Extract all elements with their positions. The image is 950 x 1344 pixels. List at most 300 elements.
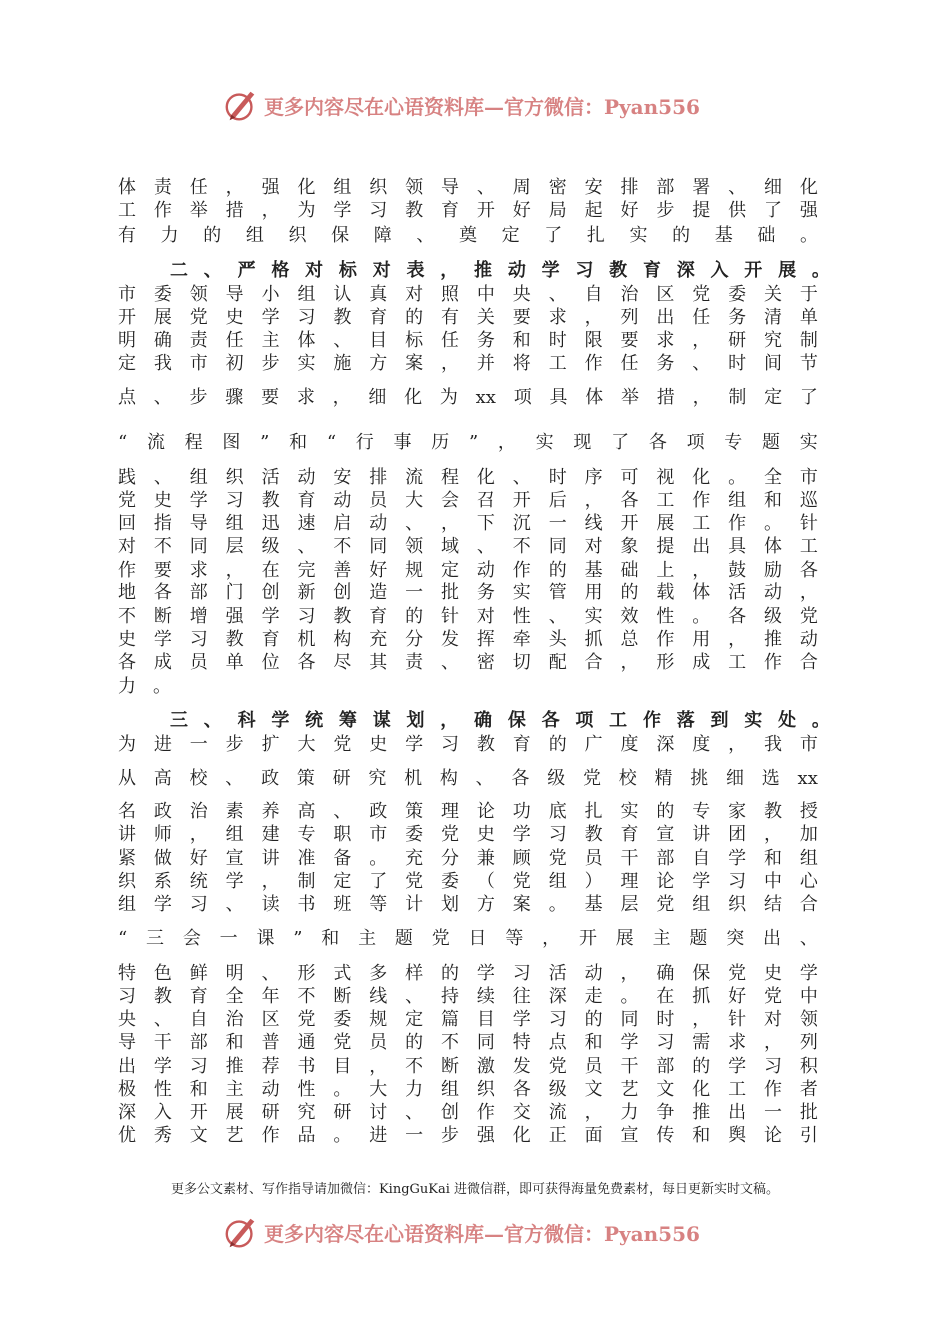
text-char: ，: [692, 1009, 711, 1030]
text-char: 作: [584, 353, 603, 374]
text-char: 部: [656, 848, 675, 869]
text-char: 需: [692, 1032, 711, 1053]
text-char: 性: [512, 606, 531, 627]
text-char: 干: [153, 1032, 172, 1053]
text-char: 点: [118, 387, 136, 408]
text-char: 党: [799, 606, 818, 627]
text-char: 作: [642, 710, 661, 731]
text-char: 央: [118, 1009, 136, 1030]
text-char: 领: [405, 536, 424, 557]
text-char: 扩: [261, 734, 280, 755]
text-char: 史: [476, 824, 495, 845]
text-line: [118, 329, 818, 353]
text-char: 领: [799, 1009, 818, 1030]
text-char: ”: [260, 432, 270, 453]
text-char: 央: [512, 284, 531, 305]
text-char: 导: [225, 284, 244, 305]
text-char: 好: [620, 200, 639, 221]
text-char: 其: [369, 652, 388, 673]
pen-logo-icon: [222, 1213, 260, 1251]
text-line: [118, 870, 818, 894]
text-char: 骤: [225, 387, 244, 408]
text-line: [118, 962, 818, 986]
text-char: 举: [621, 387, 640, 408]
text-char: 通: [297, 1032, 316, 1053]
text-char: 各: [620, 490, 639, 511]
text-char: 强: [261, 177, 280, 198]
text-char: 指: [153, 513, 172, 534]
text-char: 务: [728, 307, 747, 328]
text-char: 、: [548, 606, 567, 627]
text-char: 育: [189, 986, 208, 1007]
text-char: 干: [620, 848, 639, 869]
text-char: 不: [333, 536, 352, 557]
text-char: 步: [189, 387, 208, 408]
text-char: 划: [441, 894, 460, 915]
text-char: 标: [338, 260, 357, 281]
text-char: 挑: [690, 768, 709, 789]
text-char: 目: [369, 330, 388, 351]
text-char: 的: [656, 801, 675, 822]
text-char: 不: [118, 606, 136, 627]
text-char: 作: [153, 200, 172, 221]
text-char: 深: [656, 734, 675, 755]
text-line: [118, 927, 818, 951]
text-char: 保: [692, 963, 711, 984]
text-char: 形: [297, 963, 316, 984]
text-line: [118, 431, 818, 455]
text-char: 层: [620, 894, 639, 915]
text-char: 底: [548, 801, 567, 822]
text-char: 同: [620, 1009, 639, 1030]
text-char: 不: [441, 1032, 460, 1053]
text-char: 学: [153, 629, 172, 650]
text-char: 市: [799, 467, 818, 488]
text-char: 基: [584, 894, 603, 915]
text-char: 体: [692, 582, 711, 603]
text-char: 完: [297, 560, 316, 581]
text-char: 实: [297, 353, 316, 374]
text-char: 挥: [476, 629, 495, 650]
text-char: ，: [692, 330, 711, 351]
text-char: 策: [405, 801, 424, 822]
text-char: 制: [799, 330, 818, 351]
text-char: ，: [728, 629, 747, 650]
text-char: 列: [620, 307, 639, 328]
text-char: 安: [584, 177, 603, 198]
text-char: 的: [620, 582, 639, 603]
text-char: 定: [333, 871, 352, 892]
text-char: 究: [297, 1102, 316, 1123]
text-char: 、: [333, 330, 352, 351]
text-char: 化: [692, 467, 711, 488]
text-char: 主: [652, 928, 671, 949]
text-char: 出: [728, 1102, 747, 1123]
text-char: 程: [441, 467, 460, 488]
text-char: 书: [297, 894, 316, 915]
text-char: 工: [656, 490, 675, 511]
text-char: 结: [764, 894, 783, 915]
text-char: 育: [297, 490, 316, 511]
text-char: 有: [441, 307, 460, 328]
text-char: 组: [118, 894, 136, 915]
text-char: 织: [288, 225, 307, 246]
text-char: 列: [799, 1032, 818, 1053]
text-char: 年: [261, 986, 280, 1007]
text-char: 二: [170, 260, 188, 281]
text-char: 广: [584, 734, 603, 755]
text-char: 好: [728, 986, 747, 1007]
text-char: 教: [609, 260, 628, 281]
text-char: 精: [654, 768, 673, 789]
text-char: 文: [189, 1125, 208, 1146]
text-char: 校: [618, 768, 637, 789]
text-char: 我: [764, 734, 783, 755]
text-char: 、: [441, 652, 460, 673]
text-char: 、: [225, 894, 244, 915]
text-char: 的: [441, 963, 460, 984]
text-char: 、: [799, 928, 818, 949]
text-char: 作: [764, 1079, 783, 1100]
text-char: 和: [692, 1125, 711, 1146]
text-char: 党: [297, 1009, 316, 1030]
text-char: 中: [799, 986, 818, 1007]
text-char: 实: [629, 225, 648, 246]
text-char: 工: [799, 536, 818, 557]
text-char: 、: [475, 768, 494, 789]
text-char: 间: [764, 353, 783, 374]
text-char: 动: [799, 629, 818, 650]
text-char: 总: [620, 629, 639, 650]
text-char: 党: [728, 963, 747, 984]
text-char: 工: [118, 200, 136, 221]
text-char: 践: [118, 467, 136, 488]
text-char: 召: [476, 490, 495, 511]
text-char: 党: [333, 734, 352, 755]
text-char: 紧: [118, 848, 136, 869]
text-char: 分: [441, 848, 460, 869]
text-char: 好: [369, 560, 388, 581]
text-char: 用: [692, 629, 711, 650]
text-char: 确: [474, 710, 493, 731]
text-char: 导: [441, 177, 460, 198]
text-char: 定: [441, 560, 460, 581]
text-char: 学: [261, 307, 280, 328]
text-char: 。: [692, 606, 711, 627]
text-char: 新: [297, 582, 316, 603]
text-char: 领: [189, 284, 208, 305]
text-char: 照: [441, 284, 460, 305]
text-char: 持: [441, 986, 460, 1007]
text-char: 级: [547, 768, 566, 789]
text-char: 委: [441, 871, 460, 892]
text-char: 单: [225, 652, 244, 673]
text-char: 素: [225, 801, 244, 822]
text-char: 求: [548, 307, 567, 328]
text-char: 多: [369, 963, 388, 984]
text-char: 流: [146, 432, 165, 453]
text-char: 作: [692, 490, 711, 511]
text-char: 委: [333, 1009, 352, 1030]
text-char: 定: [764, 387, 783, 408]
text-char: 入: [153, 1102, 172, 1123]
text-char: 深: [548, 986, 567, 1007]
text-line: [118, 352, 818, 376]
text-char: 优: [118, 1125, 136, 1146]
text-char: 市: [369, 824, 388, 845]
text-char: 基: [584, 560, 603, 581]
text-char: 责: [153, 177, 172, 198]
text-char: 扎: [584, 801, 603, 822]
text-char: 励: [764, 560, 783, 581]
text-char: 创: [441, 1102, 460, 1123]
text-char: 责: [189, 330, 208, 351]
text-char: 行: [355, 432, 374, 453]
text-char: 启: [333, 513, 352, 534]
text-char: 化: [799, 177, 818, 198]
text-line: [118, 1008, 818, 1032]
text-char: 团: [728, 824, 747, 845]
text-line: [118, 581, 818, 605]
text-char: 务: [476, 582, 495, 603]
text-char: 各: [541, 710, 560, 731]
text-char: 强: [799, 200, 818, 221]
text-char: 时: [548, 467, 567, 488]
text-char: 合: [584, 652, 603, 673]
text-char: 流: [548, 1102, 567, 1123]
text-char: 、: [692, 353, 711, 374]
text-line: [118, 651, 818, 675]
text-char: ，: [440, 260, 459, 281]
text-char: 一: [189, 734, 208, 755]
text-char: 成: [153, 652, 172, 673]
text-char: 机: [404, 768, 423, 789]
text-char: 的: [692, 1056, 711, 1077]
text-char: 、: [225, 768, 244, 789]
text-line: [118, 1101, 818, 1125]
text-char: 要: [620, 330, 639, 351]
text-char: 。: [333, 1079, 352, 1100]
text-char: 进: [153, 734, 172, 755]
text-char: 合: [799, 894, 818, 915]
text-char: “: [118, 432, 128, 453]
text-char: 顾: [512, 848, 531, 869]
text-char: 抓: [692, 986, 711, 1007]
text-char: 等: [505, 928, 524, 949]
text-char: 三: [146, 928, 165, 949]
text-char: 政: [153, 801, 172, 822]
text-char: 有: [118, 225, 136, 246]
text-char: 组: [333, 177, 352, 198]
text-char: 、: [405, 513, 424, 534]
text-char: 化: [297, 177, 316, 198]
text-char: 起: [584, 200, 603, 221]
text-char: 研: [333, 1102, 352, 1123]
text-char: 的: [405, 1032, 424, 1053]
text-char: 域: [441, 536, 460, 557]
text-char: 工: [728, 1079, 747, 1100]
text-char: 班: [333, 894, 352, 915]
text-char: 步: [261, 353, 280, 374]
text-char: 一: [405, 582, 424, 603]
text-char: 各: [118, 652, 136, 673]
text-char: 学: [271, 710, 290, 731]
text-char: 基: [714, 225, 733, 246]
text-char: ”: [468, 432, 479, 453]
text-char: 开: [744, 260, 763, 281]
text-char: 品: [297, 1125, 316, 1146]
text-char: 体: [585, 387, 604, 408]
text-char: 具: [728, 536, 747, 557]
text-char: 层: [225, 536, 244, 557]
text-char: 出: [656, 307, 675, 328]
text-char: xx: [475, 387, 496, 408]
text-char: 高: [153, 768, 172, 789]
text-line: [118, 306, 818, 330]
text-char: 化: [404, 387, 423, 408]
text-char: 筹: [338, 710, 357, 731]
text-char: 、: [153, 1009, 172, 1030]
text-char: 将: [512, 353, 531, 374]
text-char: 速: [297, 513, 316, 534]
text-char: 艺: [225, 1125, 244, 1146]
text-char: 位: [261, 652, 280, 673]
text-char: 各: [512, 1079, 531, 1100]
text-char: “: [326, 432, 337, 453]
text-line: [118, 1031, 818, 1055]
text-char: ，: [441, 353, 460, 374]
text-char: 题: [762, 432, 781, 453]
text-char: 提: [692, 200, 711, 221]
text-char: 的: [548, 734, 567, 755]
text-char: 初: [225, 353, 244, 374]
text-char: 加: [799, 824, 818, 845]
pen-logo-icon: [222, 86, 260, 124]
text-char: 密: [476, 652, 495, 673]
text-char: 突: [726, 928, 745, 949]
text-char: 育: [642, 260, 661, 281]
text-char: 中: [764, 871, 783, 892]
text-char: 奠: [459, 225, 477, 246]
text-char: 视: [656, 467, 675, 488]
text-char: 党: [431, 928, 450, 949]
text-line: [118, 800, 818, 824]
text-char: 体: [764, 536, 783, 557]
text-char: 党: [333, 1032, 352, 1053]
text-char: 体: [297, 330, 316, 351]
text-char: 作: [476, 1102, 495, 1123]
text-char: 目: [333, 1056, 352, 1077]
text-char: 员: [189, 652, 208, 673]
text-char: 确: [153, 330, 172, 351]
text-char: 时: [728, 353, 747, 374]
text-char: 任: [441, 330, 460, 351]
text-line: [118, 386, 818, 410]
text-char: 、: [512, 467, 531, 488]
text-char: 教: [764, 801, 783, 822]
text-char: 力: [118, 676, 136, 697]
text-char: 要: [153, 560, 172, 581]
text-char: 推: [692, 1102, 711, 1123]
text-char: 发: [441, 629, 460, 650]
text-char: 各: [728, 606, 747, 627]
text-char: 同: [189, 536, 208, 557]
text-char: 、: [261, 963, 280, 984]
text-char: 习: [575, 260, 594, 281]
text-char: ，: [441, 513, 460, 534]
text-char: 度: [620, 734, 639, 755]
text-char: ，: [620, 963, 639, 984]
text-char: 对: [405, 284, 424, 305]
text-char: 备: [333, 848, 352, 869]
text-char: 织: [118, 871, 136, 892]
text-char: 明: [118, 330, 136, 351]
text-line: [118, 675, 818, 699]
text-char: 动: [584, 963, 603, 984]
text-char: 不: [512, 536, 531, 557]
text-char: 学: [333, 200, 352, 221]
text-char: 同: [548, 536, 567, 557]
text-char: 市: [118, 284, 136, 305]
text-line: [118, 985, 818, 1009]
text-char: 作: [261, 1125, 280, 1146]
text-char: 性: [656, 606, 675, 627]
text-line: [118, 283, 818, 307]
text-char: 我: [153, 353, 172, 374]
text-char: 落: [676, 710, 695, 731]
text-char: 课: [256, 928, 275, 949]
text-char: 的: [405, 307, 424, 328]
text-char: 关: [764, 284, 783, 305]
text-char: 程: [184, 432, 203, 453]
text-char: ，: [189, 824, 208, 845]
text-char: 史: [118, 629, 136, 650]
text-char: 者: [799, 1079, 818, 1100]
text-char: ，: [261, 871, 280, 892]
text-char: 密: [548, 177, 567, 198]
text-char: 主: [358, 928, 377, 949]
text-char: 动: [476, 560, 495, 581]
text-char: 一: [764, 1102, 783, 1123]
text-char: 各: [799, 560, 818, 581]
text-char: 区: [656, 284, 675, 305]
text-char: ，: [764, 824, 783, 845]
text-char: 市: [799, 734, 818, 755]
text-char: 点: [548, 1032, 567, 1053]
text-char: 和: [321, 928, 340, 949]
text-char: 、: [476, 177, 495, 198]
text-char: 对: [118, 536, 136, 557]
text-char: 动: [369, 513, 388, 534]
text-char: 。: [153, 676, 171, 697]
text-char: 。: [811, 710, 830, 731]
text-char: ，: [440, 710, 459, 731]
text-char: 动: [507, 260, 526, 281]
text-char: 时: [548, 330, 567, 351]
text-char: 化: [692, 1079, 711, 1100]
text-char: 切: [512, 652, 531, 673]
text-char: 普: [261, 1032, 280, 1053]
text-char: 论: [656, 871, 675, 892]
text-char: 机: [297, 629, 316, 650]
text-char: 认: [333, 284, 352, 305]
text-char: 、: [203, 710, 222, 731]
text-char: 艺: [620, 1079, 639, 1100]
text-char: 关: [476, 307, 495, 328]
text-char: 深: [118, 1102, 136, 1123]
text-char: 和: [764, 848, 783, 869]
text-char: 项: [575, 710, 594, 731]
